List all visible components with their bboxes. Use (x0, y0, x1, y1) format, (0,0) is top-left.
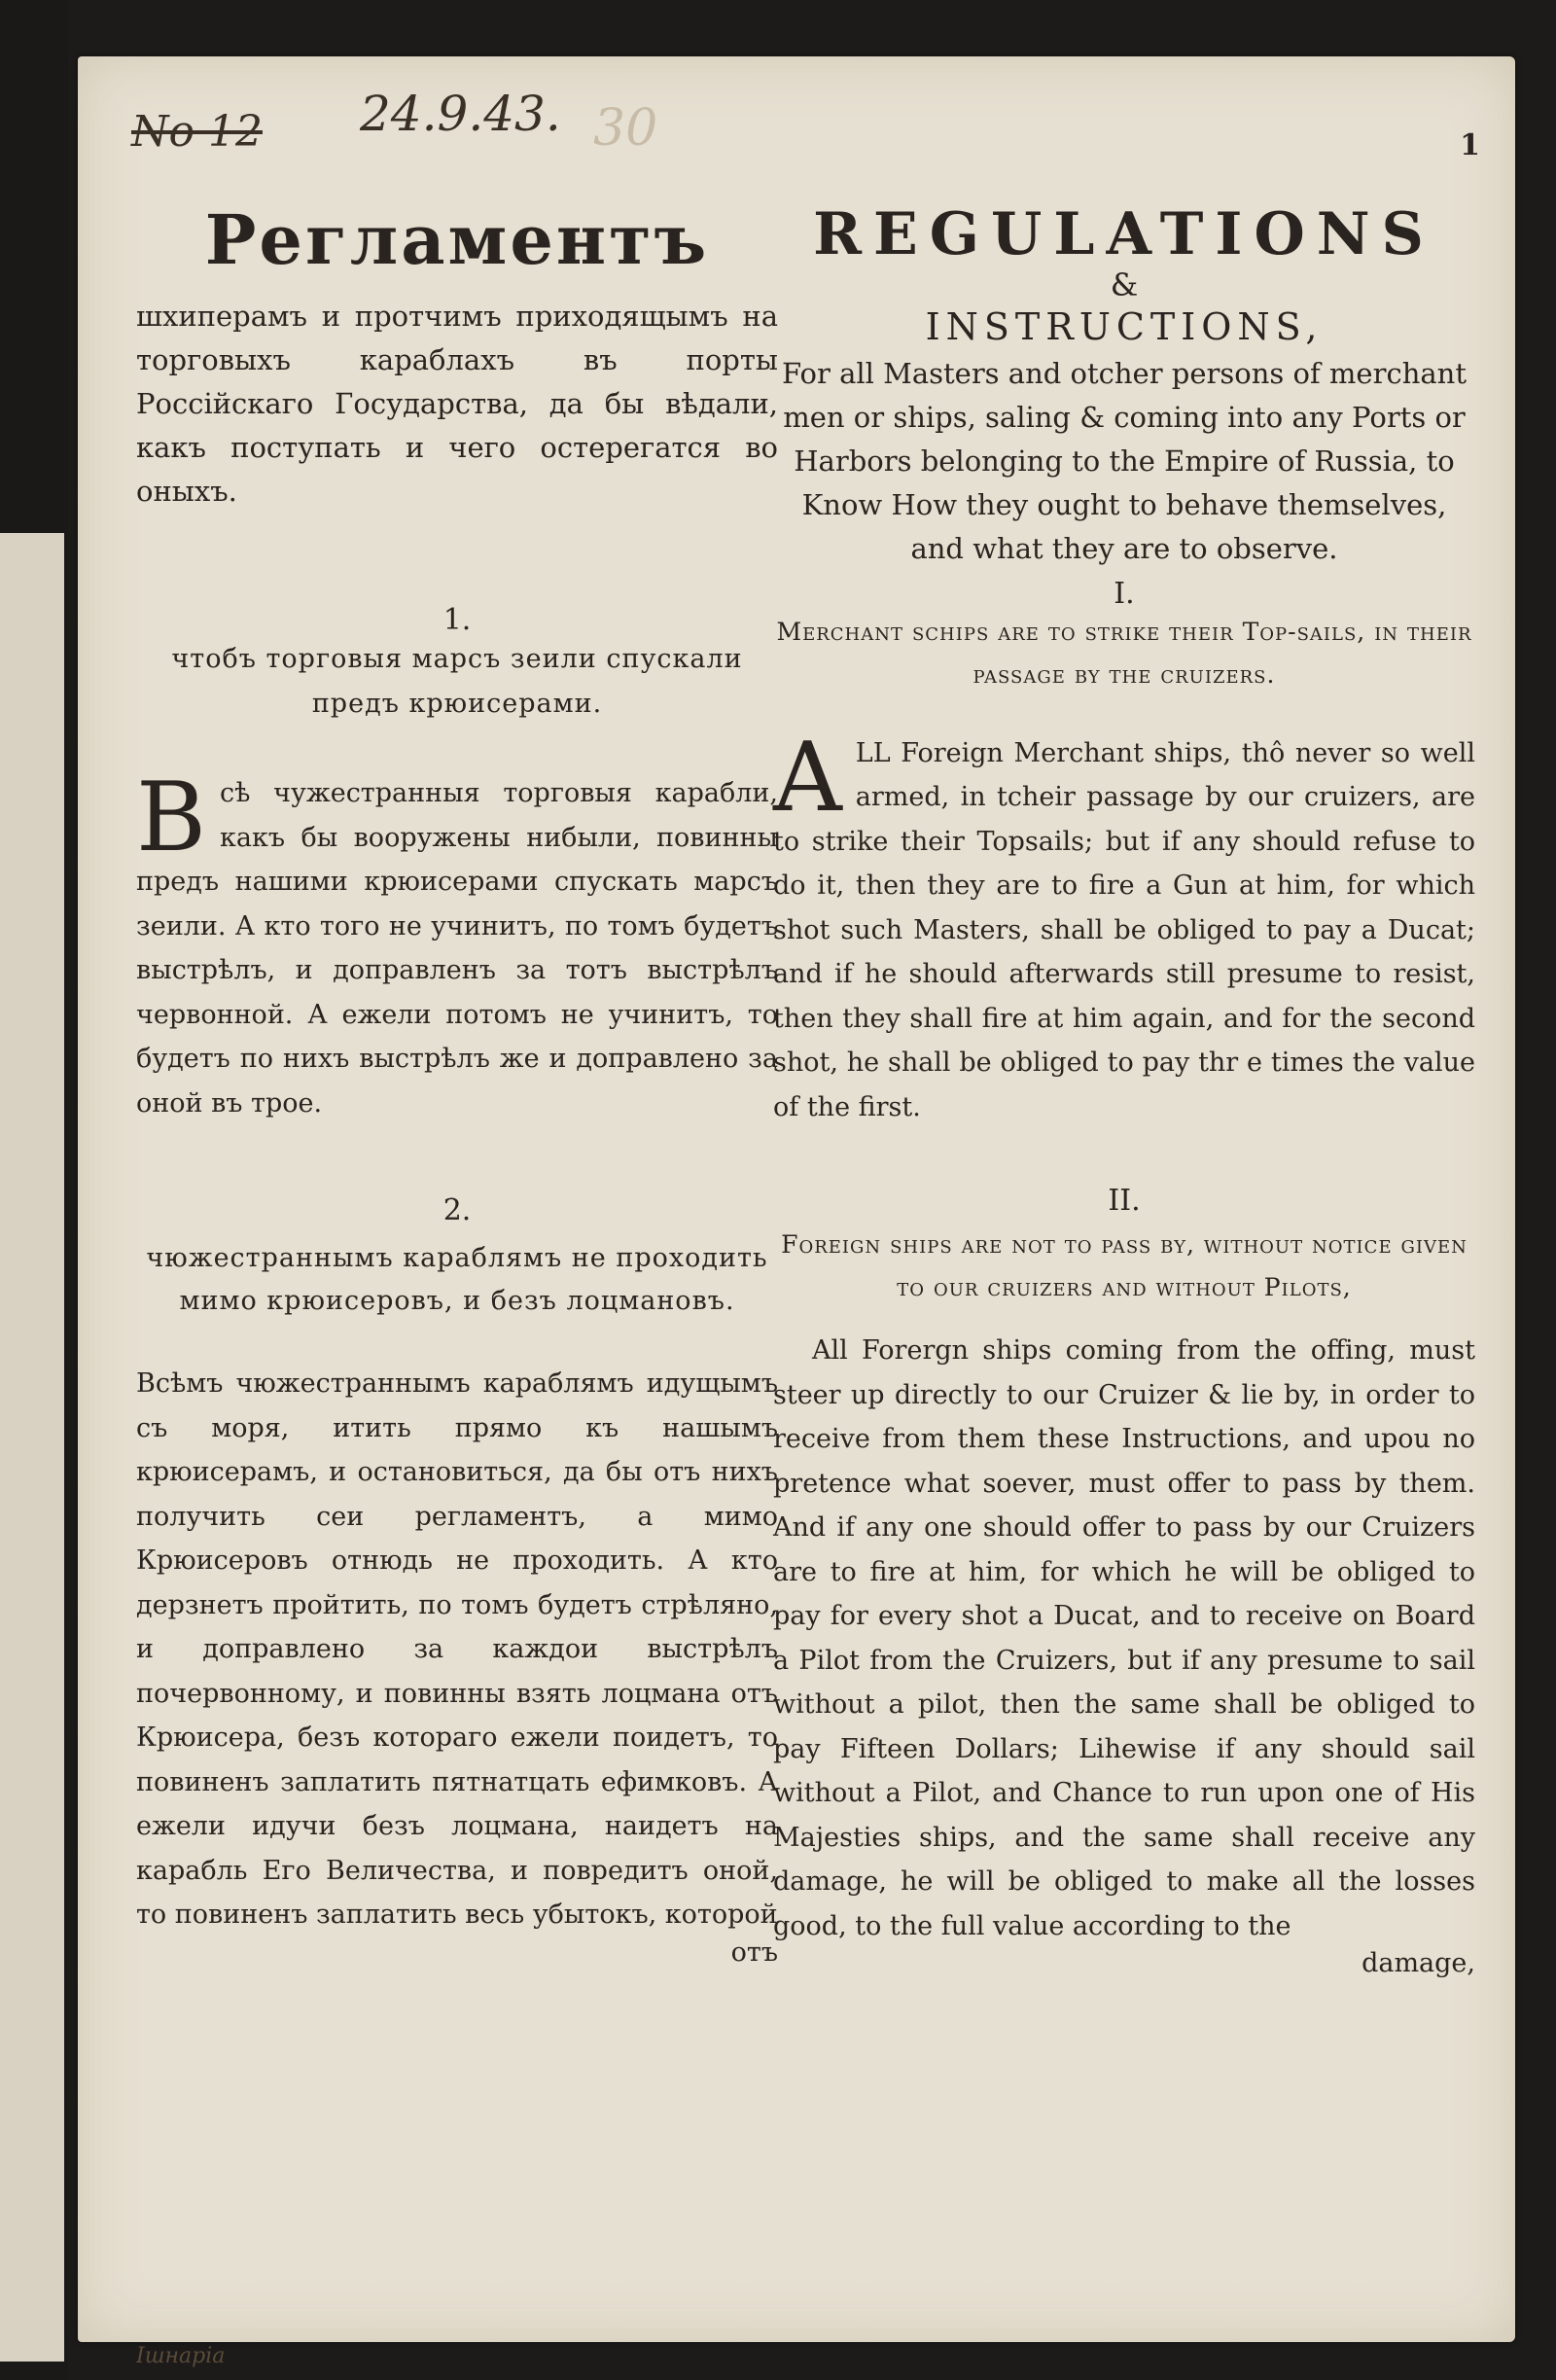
english-subtitle: INSTRUCTIONS, (925, 305, 1324, 349)
russian-catchword: отъ (730, 1936, 778, 1968)
russian-article1-heading: чтобъ торговыя марсъ зеили спускали предъ крюисерами. (171, 644, 743, 719)
english-article1-heading: Merchant schips are to strike their Top-sails, in their passage by the cruizers. (776, 617, 1472, 689)
russian-article1-number: 1. (442, 603, 472, 637)
russian-article2-heading: чюжестраннымъ караблямъ не проходить мимо крюисеровъ, и безъ лоцмановъ. (146, 1243, 768, 1316)
russian-article2-number: 2. (442, 1193, 472, 1227)
adjacent-page-edge (0, 533, 64, 2362)
russian-article1-body: сѣ чужестранныя торговыя карабли, какъ бы вооружены нибыли, повинны предъ нашими крюисерами спускать марсъ зеили. А кто того не учинитъ, по томъ будетъ выстрѣлъ, и доправленъ за тотъ выстрѣлъ червонной. А ежели потомъ не учинитъ, то будетъ по нихъ выстрѣлъ же и доправлено за оной въ трое. (136, 778, 778, 1119)
footer-scrap-text: Ішнаріа (136, 2344, 226, 2368)
russian-article1 (136, 763, 778, 1125)
binding-edge (0, 0, 68, 2380)
document-page (78, 56, 1515, 2368)
english-article1-number: I. (1114, 576, 1135, 611)
english-dropcap: A (773, 722, 842, 834)
handwritten-date: 24.9.43. (360, 86, 561, 142)
english-title: REGULATIONS (813, 200, 1435, 268)
russian-article2-body: Всѣмъ чюжестраннымъ караблямъ идущымъ съ моря, итить прямо къ нашымъ крюисерамъ, и остановиться, да бы отъ нихъ получить сеи регламентъ, а мимо Крюисеровъ отнюдь не проходить. А кто дерзнетъ пройтить, по томъ будетъ стрѣляно, и доправлено за каждои выстрѣлъ почервонному, и повинны взять лоцмана отъ Крюисера, безъ котораго ежели поидетъ, то повиненъ заплатить пятнатцать ефимковъ. А ежели идучи безъ лоцмана, наидетъ на карабль Его Величества, и повредитъ оной, то повиненъ заплатить весь убытокъ, которой (136, 1368, 778, 1930)
russian-intro: шхиперамъ и протчимъ приходящымъ на торговыхъ караблахъ въ порты Россійскаго Государства, да бы вѣдали, какъ поступать и чего остерегатся во оныхъ. (136, 300, 778, 508)
english-article2-number: II. (1108, 1184, 1141, 1219)
english-article2-body: All Forergn ships coming from the offing, must steer up directly to our Cruizer & lie by, in order to receive from them these Instructions, and upou no pretence what soever, must offer to pass by them. And if any one should offer to pass by our Cruizers are to fire at him, for which he will be obliged to pay for every shot a Ducat, and to receive on Board a Pilot from the Cruizers, but if any presume to sail without a pilot, then the same shall be obliged to pay Fifteen Dollars; Lihewise if any should sail without a Pilot, and Chance to run upon one of His Majesties ships, and the same shall receive any damage, he will be obliged to make all the losses good, to the full value according to the (773, 1335, 1475, 1941)
ampersand: & (1110, 266, 1139, 303)
faint-pencil-number: 30 (593, 99, 658, 158)
english-intro: For all Masters and otcher persons of merchant men or ships, saling & coming into any Ports or Harbors belonging to the Empire of Russia, to Know How they ought to behave themselves, and what they are to observe. (782, 356, 1467, 565)
russian-title: Регламентъ (204, 199, 710, 280)
russian-column (136, 199, 778, 1968)
english-article1 (773, 722, 1475, 1130)
crossed-out-number: No 12 (131, 107, 263, 157)
english-article2-heading: Foreign ships are not to pass by, without notice given to our cruizers and without Pilots, (781, 1230, 1468, 1302)
english-article1-body: LL Foreign Merchant ships, thô never so well armed, in tcheir passage by our cruizers, are to strike their Topsails; but if any should refuse to do it, then they are to fire a Gun at him, for which shot such Masters, shall be obliged to pay a Ducat; and if he should afterwards still presume to resist, then they shall fire at him again, and for the second shot, he shall be obliged to pay thr e times the value of the first. (773, 737, 1475, 1122)
russian-dropcap: В (136, 763, 207, 873)
english-column (773, 202, 1475, 1978)
english-catchword: damage, (1362, 1948, 1475, 1979)
page-number: 1 (1460, 128, 1480, 162)
